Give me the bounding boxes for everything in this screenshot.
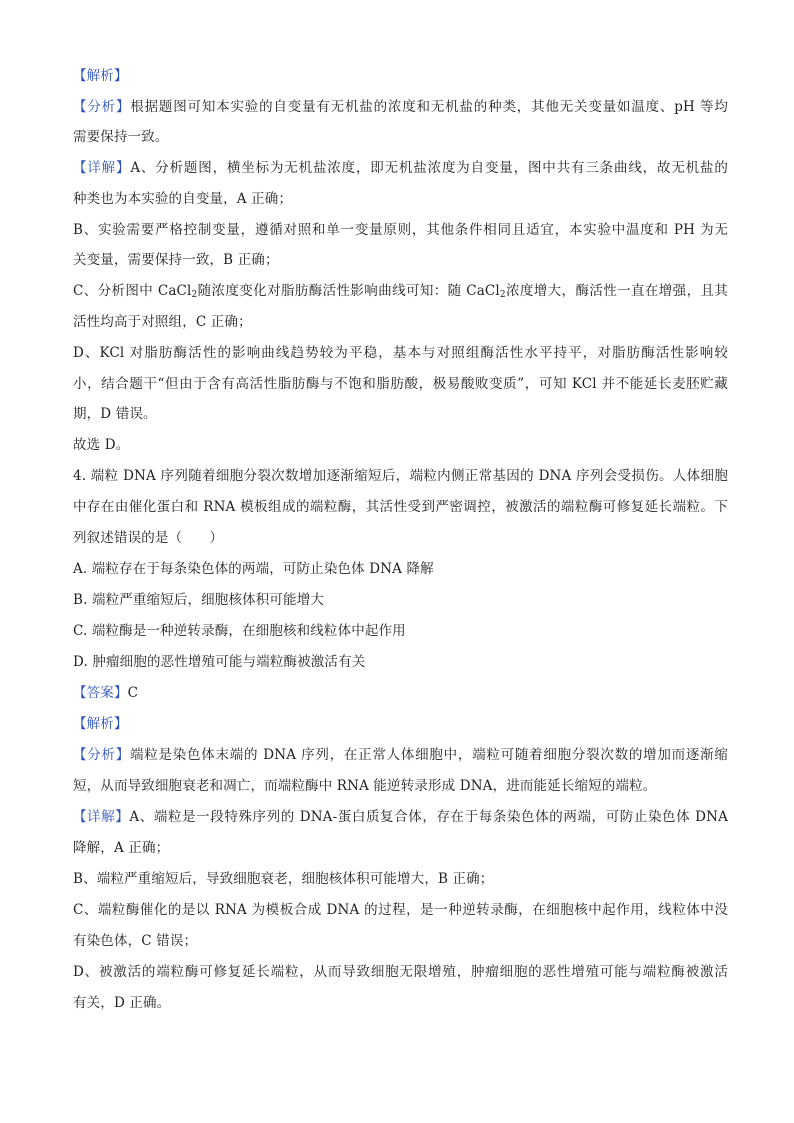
q3-b-line-2: 关变量，需要保持一致，B 正确； <box>73 252 279 268</box>
q4-c-line-1: C、端粒酶催化的是以 RNA 为模板合成 DNA 的过程，是一种逆转录酶，在细胞核中起作用，线粒体中没 <box>73 902 728 918</box>
q3-d-line-1: D、KCl 对脂肪酶活性的影响曲线趋势较为平稳，基本与对照组酶活性水平持平，对脂肪酶活性影响较 <box>73 345 728 361</box>
q4-c-line-2: 有染色体，C 错误； <box>73 933 198 949</box>
q4-d-line-1: D、被激活的端粒酶可修复延长端粒，从而导致细胞无限增殖，肿瘤细胞的恶性增殖可能与端粒酶被激活 <box>73 964 728 980</box>
q4-fenxi-label: 【分析】 <box>73 747 130 763</box>
q4-option-d: D. 肿瘤细胞的恶性增殖可能与端粒酶被激活有关 <box>73 654 366 670</box>
q3-c-part-2: 随浓度变化对脂肪酶活性影响曲线可知：随 CaCl <box>197 283 500 299</box>
q3-d-line-3: 期，D 错误。 <box>73 406 157 422</box>
q4-analysis-line-2: 短，从而导致细胞衰老和凋亡，而端粒酶中 RNA 能逆转录形成 DNA，进而能延长缩短的端粒。 <box>73 778 657 794</box>
q3-analysis-text-1: 根据题图可知本实验的自变量有无机盐的浓度和无机盐的种类，其他无关变量如温度、pH 等均 <box>130 99 728 115</box>
q4-b-line: B、端粒严重缩短后，导致细胞衰老，细胞核体积可能增大，B 正确； <box>73 871 494 887</box>
q4-answer-value: C <box>127 685 139 701</box>
q3-c-sub-1: 2 <box>191 290 198 300</box>
q4-option-b: B. 端粒严重缩短后，细胞核体积可能增大 <box>73 592 325 608</box>
q3-conclusion: 故选 D。 <box>73 437 130 453</box>
q4-analysis-line-1 <box>73 745 728 765</box>
q3-analysis-line-1 <box>73 97 728 117</box>
q3-c-sub-2: 2 <box>499 290 506 300</box>
q3-detail-a-text-1: A、分析题图，横坐标为无机盐浓度，即无机盐浓度为自变量，图中共有三条曲线，故无机盐的 <box>130 160 728 176</box>
fenxi-label: 【分析】 <box>73 99 131 115</box>
jiexi-heading <box>73 66 728 86</box>
daan-label: 【答案】 <box>73 685 128 701</box>
q3-c-part-3: 浓度增大，酶活性一直在增强，且其 <box>505 283 729 299</box>
q3-detail-a-line-1 <box>73 158 728 178</box>
q3-detail-a-line-2: 种类也为本实验的自变量，A 正确； <box>73 191 293 207</box>
jiexi-label: 【解析】 <box>73 68 128 84</box>
q3-c-part-1: C、分析图中 CaCl <box>73 283 192 299</box>
q4-detail-a-line-1 <box>73 807 728 827</box>
q4-option-c: C. 端粒酶是一种逆转录酶，在细胞核和线粒体中起作用 <box>73 623 406 639</box>
q4-detail-a-line-2: 降解，A 正确； <box>73 840 170 856</box>
q3-c-line-1 <box>73 281 728 301</box>
q3-analysis-line-2: 需要保持一致。 <box>73 129 169 145</box>
q4-jiexi-heading <box>73 714 728 734</box>
q4-jiexi-label: 【解析】 <box>73 716 128 732</box>
q4-detail-a-text-1: A、端粒是一段特殊序列的 DNA-蛋白质复合体，存在于每条染色体的两端，可防止染色体 DNA <box>129 809 728 825</box>
q4-stem-line-3: 列叙述错误的是（ ） <box>73 530 224 546</box>
q4-answer <box>73 683 728 703</box>
xiangjie-label: 【详解】 <box>73 160 131 176</box>
q3-c-line-2: 活性均高于对照组，C 正确； <box>73 314 252 330</box>
q3-b-line-1: B、实验需要严格控制变量，遵循对照和单一变量原则，其他条件相同且适宜，本实验中温度和 PH 为无 <box>73 222 728 238</box>
q4-option-a: A. 端粒存在于每条染色体的两端，可防止染色体 DNA 降解 <box>73 561 434 577</box>
q4-xiangjie-label: 【详解】 <box>73 809 130 825</box>
q4-d-line-2: 有关，D 正确。 <box>73 995 171 1011</box>
q3-d-line-2: 小，结合题干“但由于含有高活性脂肪酶与不饱和脂肪酸，极易酸败变质”，可知 KCl 并不能延长麦胚贮藏 <box>73 376 728 392</box>
q4-analysis-text-1: 端粒是染色体末端的 DNA 序列，在正常人体细胞中，端粒可随着细胞分裂次数的增加而逐渐缩 <box>130 747 728 763</box>
q4-stem-line-2: 中存在由催化蛋白和 RNA 模板组成的端粒酶，其活性受到严密调控，被激活的端粒酶可修复延长端粒。下 <box>73 499 728 515</box>
q4-stem-line-1: 4. 端粒 DNA 序列随着细胞分裂次数增加逐渐缩短后，端粒内侧正常基因的 DNA 序列会受损伤。人体细胞 <box>73 468 728 484</box>
